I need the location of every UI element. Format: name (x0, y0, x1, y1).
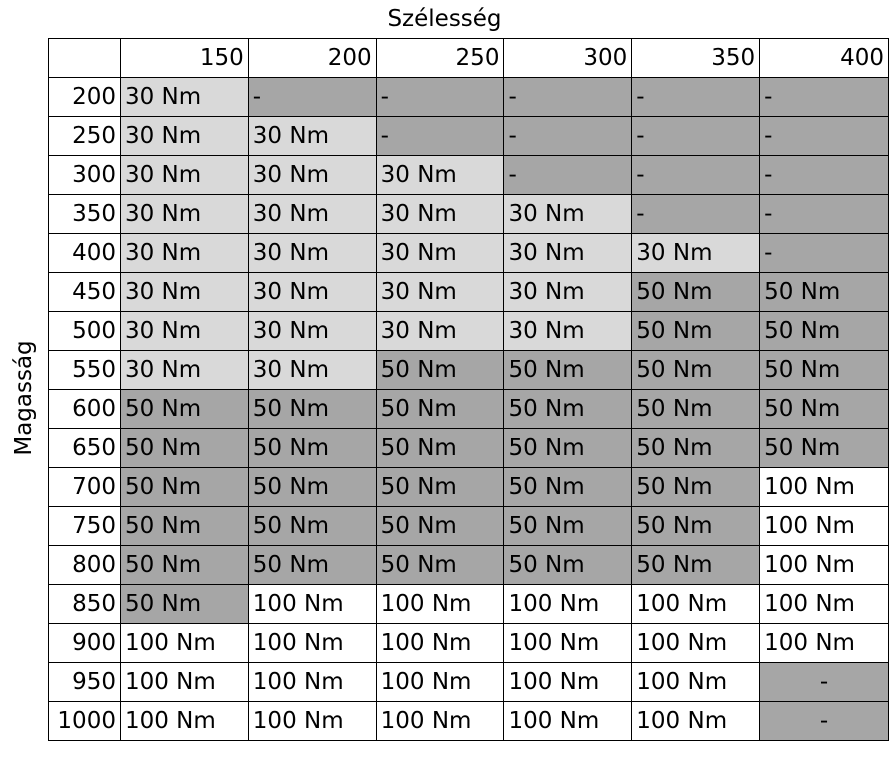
torque-cell[interactable]: 30 Nm (248, 156, 376, 195)
torque-cell[interactable]: 50 Nm (120, 546, 248, 585)
torque-cell[interactable]: 50 Nm (248, 507, 376, 546)
row-header-cell[interactable]: 700 (49, 468, 121, 507)
torque-cell[interactable]: - (504, 78, 632, 117)
torque-cell[interactable]: 30 Nm (120, 312, 248, 351)
table-row (49, 117, 889, 156)
torque-cell[interactable]: 100 Nm (760, 507, 889, 546)
torque-cell[interactable]: 30 Nm (120, 234, 248, 273)
torque-cell[interactable]: 100 Nm (376, 702, 504, 741)
table-row (49, 624, 889, 663)
torque-cell[interactable]: - (760, 663, 889, 702)
torque-cell[interactable]: 30 Nm (120, 156, 248, 195)
torque-cell[interactable]: 50 Nm (504, 390, 632, 429)
torque-cell[interactable]: 100 Nm (760, 546, 889, 585)
row-header-cell[interactable]: 900 (49, 624, 121, 663)
table-row (49, 234, 889, 273)
torque-cell[interactable]: 50 Nm (248, 546, 376, 585)
table-row (49, 429, 889, 468)
torque-cell[interactable]: 100 Nm (632, 624, 760, 663)
torque-cell[interactable]: - (632, 195, 760, 234)
table-row (49, 156, 889, 195)
torque-cell[interactable]: 30 Nm (376, 312, 504, 351)
column-header-cell[interactable]: 150 (120, 39, 248, 78)
torque-cell[interactable]: 30 Nm (120, 195, 248, 234)
corner-cell[interactable] (49, 39, 121, 78)
torque-cell[interactable]: 30 Nm (120, 117, 248, 156)
column-header-cell[interactable]: 350 (632, 39, 760, 78)
torque-cell[interactable]: 30 Nm (248, 351, 376, 390)
table-row (49, 663, 889, 702)
table-body (49, 39, 889, 741)
row-header-cell[interactable]: 550 (49, 351, 121, 390)
torque-cell[interactable]: - (760, 234, 889, 273)
torque-cell[interactable]: 50 Nm (760, 390, 889, 429)
torque-cell[interactable]: 30 Nm (504, 195, 632, 234)
torque-table (48, 38, 889, 741)
torque-cell[interactable]: 30 Nm (632, 234, 760, 273)
table-row (49, 507, 889, 546)
row-header-cell[interactable]: 300 (49, 156, 121, 195)
table-row (49, 195, 889, 234)
torque-cell[interactable]: 50 Nm (504, 507, 632, 546)
torque-cell[interactable]: - (248, 78, 376, 117)
table-row (49, 273, 889, 312)
column-header-cell[interactable]: 200 (248, 39, 376, 78)
torque-cell[interactable]: 100 Nm (760, 624, 889, 663)
row-header-cell[interactable]: 750 (49, 507, 121, 546)
torque-cell[interactable]: - (632, 78, 760, 117)
row-header-cell[interactable]: 200 (49, 78, 121, 117)
torque-cell[interactable]: - (760, 195, 889, 234)
torque-cell[interactable]: 100 Nm (248, 702, 376, 741)
torque-cell[interactable]: 100 Nm (248, 663, 376, 702)
torque-cell[interactable]: - (632, 156, 760, 195)
table-row (49, 390, 889, 429)
table-row (49, 585, 889, 624)
torque-cell[interactable]: 100 Nm (248, 624, 376, 663)
row-header-cell[interactable]: 650 (49, 429, 121, 468)
row-header-cell[interactable]: 350 (49, 195, 121, 234)
torque-cell[interactable]: 30 Nm (120, 273, 248, 312)
torque-cell[interactable]: - (760, 117, 889, 156)
row-header-cell[interactable]: 450 (49, 273, 121, 312)
row-header-cell[interactable]: 800 (49, 546, 121, 585)
torque-cell[interactable]: 50 Nm (632, 273, 760, 312)
torque-cell[interactable]: 100 Nm (504, 585, 632, 624)
torque-cell[interactable]: 50 Nm (376, 546, 504, 585)
torque-cell[interactable]: 100 Nm (504, 624, 632, 663)
torque-cell[interactable]: 50 Nm (632, 507, 760, 546)
torque-cell[interactable]: - (632, 117, 760, 156)
torque-cell[interactable]: 50 Nm (248, 468, 376, 507)
torque-cell[interactable]: - (376, 117, 504, 156)
torque-cell[interactable]: - (760, 78, 889, 117)
torque-cell[interactable]: - (760, 702, 889, 741)
torque-cell[interactable]: 100 Nm (760, 585, 889, 624)
torque-cell[interactable]: 50 Nm (120, 585, 248, 624)
row-header-cell[interactable]: 850 (49, 585, 121, 624)
torque-cell[interactable]: 30 Nm (376, 156, 504, 195)
torque-cell[interactable]: 100 Nm (376, 585, 504, 624)
torque-cell[interactable]: 50 Nm (504, 429, 632, 468)
torque-cell[interactable]: 50 Nm (504, 546, 632, 585)
torque-cell[interactable]: - (504, 156, 632, 195)
row-header-cell[interactable]: 500 (49, 312, 121, 351)
torque-cell[interactable]: 100 Nm (632, 585, 760, 624)
torque-cell[interactable]: 30 Nm (120, 351, 248, 390)
torque-cell[interactable]: 30 Nm (376, 273, 504, 312)
torque-cell[interactable]: 50 Nm (504, 468, 632, 507)
torque-cell[interactable]: 50 Nm (376, 429, 504, 468)
torque-cell[interactable]: 50 Nm (760, 312, 889, 351)
torque-cell[interactable]: 50 Nm (120, 468, 248, 507)
torque-cell[interactable]: 50 Nm (248, 429, 376, 468)
torque-cell[interactable]: 30 Nm (376, 195, 504, 234)
torque-cell[interactable]: 100 Nm (376, 663, 504, 702)
torque-cell[interactable]: 30 Nm (248, 312, 376, 351)
torque-cell[interactable]: 50 Nm (760, 351, 889, 390)
torque-cell[interactable]: 30 Nm (120, 78, 248, 117)
table-row (49, 546, 889, 585)
width-header: Szélesség (387, 6, 502, 32)
torque-cell[interactable]: 100 Nm (504, 702, 632, 741)
torque-cell[interactable]: 50 Nm (120, 507, 248, 546)
torque-cell[interactable]: 50 Nm (632, 468, 760, 507)
torque-cell[interactable]: 50 Nm (760, 273, 889, 312)
torque-cell[interactable]: 50 Nm (632, 546, 760, 585)
torque-cell[interactable]: 30 Nm (248, 273, 376, 312)
torque-cell[interactable]: 30 Nm (248, 234, 376, 273)
torque-cell[interactable]: 100 Nm (760, 468, 889, 507)
torque-cell[interactable]: 30 Nm (376, 234, 504, 273)
torque-cell[interactable]: - (376, 78, 504, 117)
torque-cell[interactable]: 100 Nm (120, 663, 248, 702)
torque-cell[interactable]: 30 Nm (504, 312, 632, 351)
torque-cell[interactable]: - (760, 156, 889, 195)
torque-cell[interactable]: 50 Nm (376, 507, 504, 546)
height-header: Magasság (11, 340, 37, 456)
torque-cell[interactable]: 50 Nm (632, 312, 760, 351)
column-header-row (49, 39, 889, 78)
column-header-cell[interactable]: 400 (760, 39, 889, 78)
row-header-cell[interactable]: 950 (49, 663, 121, 702)
torque-cell[interactable]: 30 Nm (248, 117, 376, 156)
torque-cell[interactable]: 100 Nm (376, 624, 504, 663)
torque-cell[interactable]: 100 Nm (120, 624, 248, 663)
torque-cell[interactable]: 50 Nm (376, 468, 504, 507)
torque-cell[interactable]: 50 Nm (376, 351, 504, 390)
torque-cell[interactable]: 100 Nm (248, 585, 376, 624)
torque-cell[interactable]: 100 Nm (632, 702, 760, 741)
table-row (49, 702, 889, 741)
torque-cell[interactable]: 30 Nm (504, 273, 632, 312)
torque-cell[interactable]: - (504, 117, 632, 156)
torque-cell[interactable]: 50 Nm (120, 390, 248, 429)
table-row (49, 351, 889, 390)
torque-cell[interactable]: 100 Nm (120, 702, 248, 741)
height-header-area (0, 38, 48, 758)
torque-cell[interactable]: 30 Nm (248, 195, 376, 234)
torque-cell[interactable]: 100 Nm (504, 663, 632, 702)
row-header-cell[interactable]: 1000 (49, 702, 121, 741)
torque-cell[interactable]: 50 Nm (248, 390, 376, 429)
column-header-cell[interactable]: 250 (376, 39, 504, 78)
row-header-cell[interactable]: 250 (49, 117, 121, 156)
torque-cell[interactable]: 50 Nm (632, 429, 760, 468)
torque-cell[interactable]: 50 Nm (376, 390, 504, 429)
torque-cell[interactable]: 50 Nm (120, 429, 248, 468)
torque-cell[interactable]: 50 Nm (632, 390, 760, 429)
table-row (49, 78, 889, 117)
table-row (49, 312, 889, 351)
column-header-cell[interactable]: 300 (504, 39, 632, 78)
row-header-cell[interactable]: 400 (49, 234, 121, 273)
torque-cell[interactable]: 30 Nm (504, 234, 632, 273)
row-header-cell[interactable]: 600 (49, 390, 121, 429)
torque-cell[interactable]: 50 Nm (504, 351, 632, 390)
torque-cell[interactable]: 100 Nm (632, 663, 760, 702)
torque-cell[interactable]: 50 Nm (760, 429, 889, 468)
table-row (49, 468, 889, 507)
torque-cell[interactable]: 50 Nm (632, 351, 760, 390)
